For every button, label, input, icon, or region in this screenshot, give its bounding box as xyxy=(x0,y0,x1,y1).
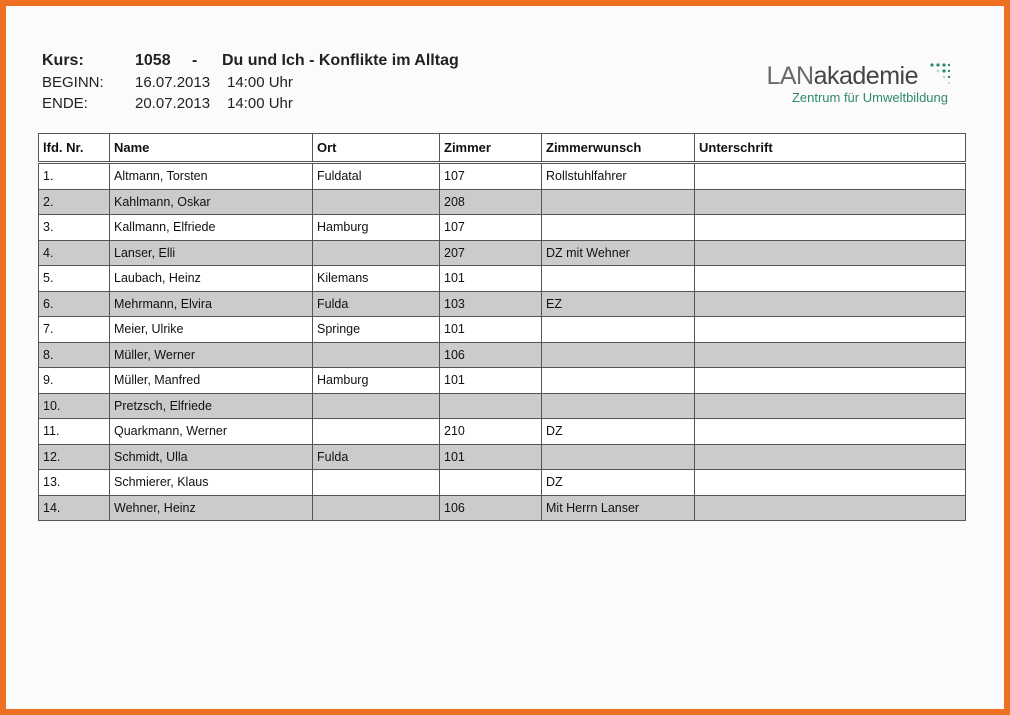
beginn-time: 14:00 Uhr xyxy=(227,74,293,91)
cell-zimmerwunsch: DZ xyxy=(542,470,695,496)
table-row xyxy=(39,317,966,343)
cell-ort xyxy=(313,419,440,445)
cell-zimmer: 210 xyxy=(440,419,542,445)
kurs-row xyxy=(42,52,459,74)
participant-table xyxy=(38,133,966,521)
cell-ort: Hamburg xyxy=(313,215,440,241)
beginn-date: 16.07.2013 xyxy=(135,74,211,91)
cell-zimmerwunsch xyxy=(542,266,695,292)
cell-zimmerwunsch xyxy=(542,215,695,241)
cell-nr: 9. xyxy=(39,368,110,394)
ende-date: 20.07.2013 xyxy=(135,95,211,112)
cell-name: Kahlmann, Oskar xyxy=(110,189,313,215)
cell-unterschrift[interactable] xyxy=(695,419,966,445)
ende-label: ENDE: xyxy=(42,95,88,112)
cell-unterschrift[interactable] xyxy=(695,189,966,215)
cell-ort: Springe xyxy=(313,317,440,343)
cell-zimmer: 208 xyxy=(440,189,542,215)
cell-name: Schmidt, Ulla xyxy=(110,444,313,470)
cell-zimmerwunsch xyxy=(542,342,695,368)
cell-nr: 5. xyxy=(39,266,110,292)
table-row xyxy=(39,495,966,521)
cell-ort xyxy=(313,189,440,215)
kurs-label: Kurs: xyxy=(42,52,84,69)
cell-zimmerwunsch xyxy=(542,317,695,343)
logo-wordmark xyxy=(766,62,948,90)
cell-zimmerwunsch xyxy=(542,393,695,419)
logo-lan: LAN xyxy=(766,62,814,90)
cell-name: Schmierer, Klaus xyxy=(110,470,313,496)
col-name-header: Name xyxy=(110,134,313,163)
cell-nr: 3. xyxy=(39,215,110,241)
cell-name: Müller, Manfred xyxy=(110,368,313,394)
col-zimmerwunsch-header: Zimmerwunsch xyxy=(542,134,695,163)
table-row xyxy=(39,240,966,266)
cell-nr: 4. xyxy=(39,240,110,266)
cell-unterschrift[interactable] xyxy=(695,342,966,368)
cell-name: Altmann, Torsten xyxy=(110,163,313,190)
col-zimmer-header: Zimmer xyxy=(440,134,542,163)
cell-name: Mehrmann, Elvira xyxy=(110,291,313,317)
kurs-title: Du und Ich - Konflikte im Alltag xyxy=(222,52,459,69)
cell-name: Pretzsch, Elfriede xyxy=(110,393,313,419)
cell-zimmer: 207 xyxy=(440,240,542,266)
cell-zimmerwunsch: DZ mit Wehner xyxy=(542,240,695,266)
cell-unterschrift[interactable] xyxy=(695,393,966,419)
cell-zimmer: 101 xyxy=(440,317,542,343)
cell-unterschrift[interactable] xyxy=(695,266,966,292)
cell-zimmer: 106 xyxy=(440,342,542,368)
cell-ort xyxy=(313,393,440,419)
cell-nr: 7. xyxy=(39,317,110,343)
cell-zimmer: 101 xyxy=(440,266,542,292)
table-row xyxy=(39,163,966,190)
table-row xyxy=(39,393,966,419)
table-row xyxy=(39,215,966,241)
cell-nr: 8. xyxy=(39,342,110,368)
cell-nr: 11. xyxy=(39,419,110,445)
cell-nr: 1. xyxy=(39,163,110,190)
table-row xyxy=(39,470,966,496)
cell-name: Kallmann, Elfriede xyxy=(110,215,313,241)
kurs-number: 1058 xyxy=(135,52,171,69)
table-row xyxy=(39,342,966,368)
cell-zimmerwunsch: DZ xyxy=(542,419,695,445)
logo-dots-icon xyxy=(924,62,950,84)
cell-name: Meier, Ulrike xyxy=(110,317,313,343)
cell-zimmerwunsch xyxy=(542,444,695,470)
col-nr-header: lfd. Nr. xyxy=(39,134,110,163)
table-body xyxy=(39,163,966,521)
col-unterschrift-header: Unterschrift xyxy=(695,134,966,163)
cell-zimmer: 101 xyxy=(440,444,542,470)
cell-ort: Hamburg xyxy=(313,368,440,394)
logo-akademie: akademie xyxy=(813,62,918,90)
cell-nr: 10. xyxy=(39,393,110,419)
cell-zimmerwunsch xyxy=(542,368,695,394)
cell-nr: 2. xyxy=(39,189,110,215)
beginn-row xyxy=(42,74,459,95)
table-row xyxy=(39,419,966,445)
cell-unterschrift[interactable] xyxy=(695,163,966,190)
cell-zimmerwunsch: Mit Herrn Lanser xyxy=(542,495,695,521)
cell-name: Quarkmann, Werner xyxy=(110,419,313,445)
cell-unterschrift[interactable] xyxy=(695,240,966,266)
table-row xyxy=(39,444,966,470)
lan-akademie-logo xyxy=(766,62,948,105)
cell-zimmer xyxy=(440,470,542,496)
table-row xyxy=(39,266,966,292)
cell-zimmer xyxy=(440,393,542,419)
cell-zimmer: 107 xyxy=(440,163,542,190)
table-row xyxy=(39,291,966,317)
kurs-dash: - xyxy=(192,52,198,69)
cell-unterschrift[interactable] xyxy=(695,368,966,394)
cell-unterschrift[interactable] xyxy=(695,495,966,521)
cell-nr: 13. xyxy=(39,470,110,496)
cell-unterschrift[interactable] xyxy=(695,215,966,241)
table-row xyxy=(39,189,966,215)
cell-zimmerwunsch xyxy=(542,189,695,215)
cell-zimmerwunsch: Rollstuhlfahrer xyxy=(542,163,695,190)
cell-nr: 6. xyxy=(39,291,110,317)
beginn-label: BEGINN: xyxy=(42,74,104,91)
cell-zimmer: 101 xyxy=(440,368,542,394)
ende-time: 14:00 Uhr xyxy=(227,95,293,112)
ende-row xyxy=(42,95,459,116)
cell-ort xyxy=(313,240,440,266)
cell-unterschrift[interactable] xyxy=(695,470,966,496)
table-row xyxy=(39,368,966,394)
course-header xyxy=(42,52,459,116)
cell-nr: 12. xyxy=(39,444,110,470)
cell-name: Lanser, Elli xyxy=(110,240,313,266)
cell-zimmer: 107 xyxy=(440,215,542,241)
table-header-row xyxy=(39,134,966,163)
cell-unterschrift[interactable] xyxy=(695,291,966,317)
logo-tagline: Zentrum für Umweltbildung xyxy=(791,90,948,105)
cell-nr: 14. xyxy=(39,495,110,521)
cell-name: Laubach, Heinz xyxy=(110,266,313,292)
cell-ort: Fulda xyxy=(313,291,440,317)
cell-ort: Kilemans xyxy=(313,266,440,292)
col-ort-header: Ort xyxy=(313,134,440,163)
cell-ort xyxy=(313,470,440,496)
cell-name: Müller, Werner xyxy=(110,342,313,368)
cell-ort: Fuldatal xyxy=(313,163,440,190)
cell-ort xyxy=(313,495,440,521)
cell-zimmer: 106 xyxy=(440,495,542,521)
cell-name: Wehner, Heinz xyxy=(110,495,313,521)
cell-zimmerwunsch: EZ xyxy=(542,291,695,317)
cell-ort xyxy=(313,342,440,368)
cell-zimmer: 103 xyxy=(440,291,542,317)
cell-unterschrift[interactable] xyxy=(695,444,966,470)
cell-ort: Fulda xyxy=(313,444,440,470)
cell-unterschrift[interactable] xyxy=(695,317,966,343)
